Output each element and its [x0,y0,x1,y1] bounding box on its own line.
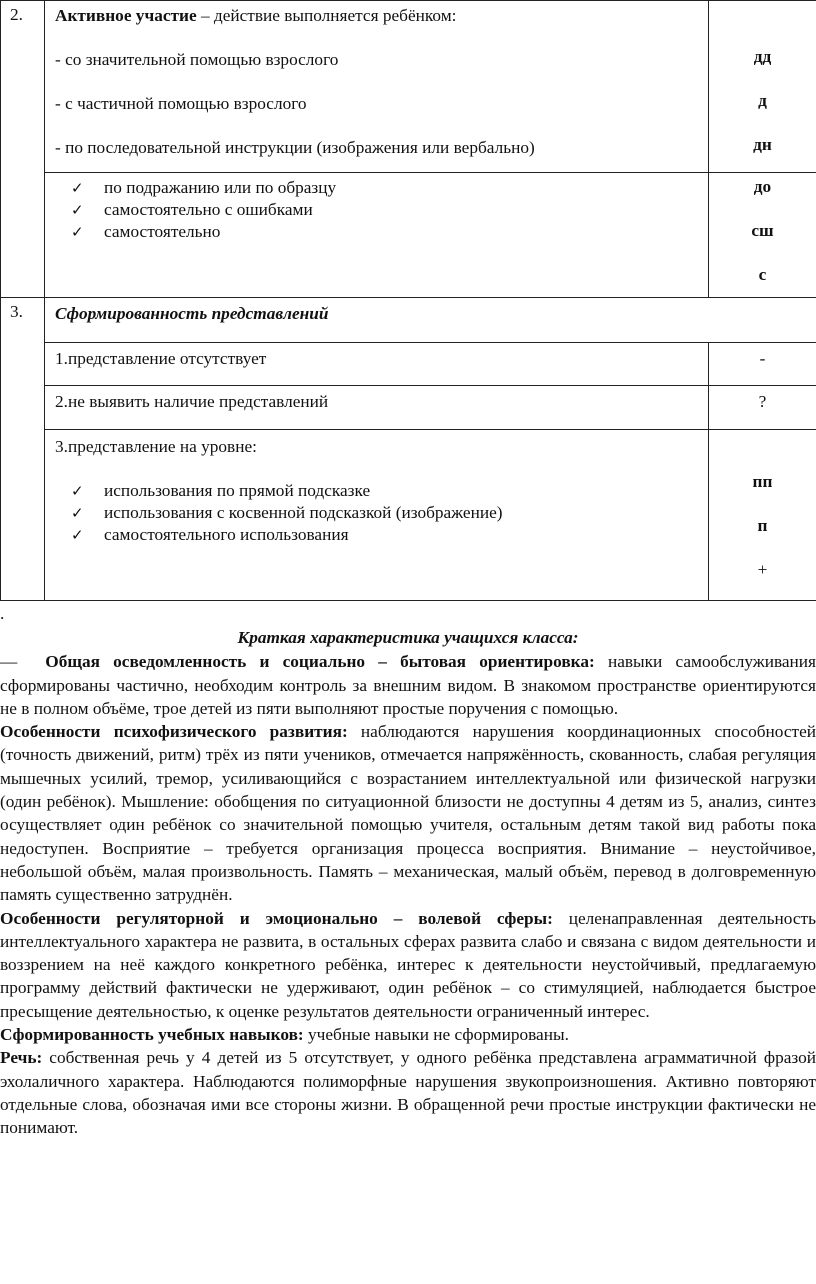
active-participation-cell [45,1,709,173]
check-item: ✓ по подражанию или по образцу [71,177,337,197]
representation-level-title: 3.представление на уровне: [55,437,257,457]
check-item: ✓ самостоятельного использования [71,525,349,545]
check-item: ✓ использования по прямой подсказке [71,481,371,501]
representation-undetected: 2.не выявить наличие представлений [45,385,709,429]
usage-codes-cell [709,430,816,601]
code-dd: дд [753,47,772,66]
row-number-3: 3. [1,298,45,601]
code-dn: дн [753,135,772,154]
checkmark-icon: ✓ [71,222,84,241]
help-item-partial: - с частичной помощью взрослого [55,94,307,113]
independence-codes-cell [709,172,816,298]
paragraph-regulatory: Особенности регуляторной и эмоционально – волевой сферы: целенаправленная деятельность интеллектуального характера не развита, в остальных сферах развита слабо и связана с видом деятельности и воззрением на неё каждого конкретного ребёнка, интерес к деятельности неустойчивый, предлагаемую программу действий фактически не удерживают, один ребёнок – со стимуляцией, наблюдается быстрое пресыщение деятельностью, к оценке результатов деятельности ограниченный интерес. [0,908,816,1021]
checkmark-icon: ✓ [71,200,84,219]
code-absent: - [709,342,816,385]
active-participation-title: Активное участие – действие выполняется ребёнком: [55,6,457,25]
paragraph-speech: Речь: собственная речь у 4 детей из 5 отсутствует, у одного ребёнка представлена аграмматичной фразой эхолаличного характера. Наблюдаются полиморфные нарушения звукопроизношения. Активно повторяют отдельные слова, обозначая ими все стороны жизни. В обращенной речи простые инструкции фактически не понимают. [0,1048,816,1138]
independence-cell [45,172,709,298]
help-item-significant: - со значительной помощью взрослого [55,50,339,69]
code-d: д [758,91,767,110]
paragraph-learning-skills: Сформированность учебных навыков: учебные навыки не сформированы. [0,1025,569,1045]
checkmark-icon: ✓ [71,526,84,545]
help-codes-cell [709,1,816,173]
code-do: до [753,176,772,196]
paragraph-general-awareness: — Общая осведомленность и социально – бытовая ориентировка: навыки самообслуживания сформированы частично, необходим контроль за внешним видом. В знакомом пространстве ориентируются не в полном объёме, трое детей из пяти выполняют простые поручения с помощью. [0,652,816,718]
representation-absent: 1.представление отсутствует [45,342,709,385]
checkmark-icon: ✓ [71,178,84,197]
code-pp: пп [752,472,773,492]
representations-title: Сформированность представлений [45,298,816,342]
usage-check-list [55,480,708,546]
representation-level-cell [45,430,709,601]
criteria-table [0,0,816,601]
code-undetected: ? [709,385,816,429]
code-sh: сш [751,220,774,240]
independence-check-list [45,177,708,243]
check-item: ✓ использования с косвенной подсказкой (изображение) [71,503,503,523]
paragraph-psychophysical: Особенности психофизического развития: наблюдаются нарушения координационных способностей (точность движений, ритм) трёх из пяти учеников, отмечается напряжённость, скованность, слабая регуляция мышечных усилий, тремор, усиливающийся с возрастанием интеллектуальной или физической нагрузки (один ребёнок). Мышление: обобщения по ситуационной близости не доступны 4 детям из 5, анализ, синтез осуществляет один ребёнок со значительной помощью учителя, остальным детям такой вид работы пока недоступен. Восприятие – требуется организация процесса восприятия. Внимание – неустойчивое, небольшой объём, малая произвольность. Память – механическая, малый объём, перевод в долговременную память существенно затруднён. [0,722,816,905]
checkmark-icon: ✓ [71,504,84,523]
code-plus: + [757,560,768,580]
section-heading: Краткая характеристика учащихся класса: [237,628,579,647]
separator-dot: . [0,604,5,623]
help-item-sequential: - по последовательной инструкции (изображения или вербально) [55,138,535,157]
checkmark-icon: ✓ [71,482,84,501]
check-item: ✓ самостоятельно [71,221,221,241]
row-number-2: 2. [1,1,45,298]
check-item: ✓ самостоятельно с ошибками [71,199,313,219]
code-p: п [757,516,768,536]
code-s: с [758,264,767,284]
class-description [0,604,816,1140]
